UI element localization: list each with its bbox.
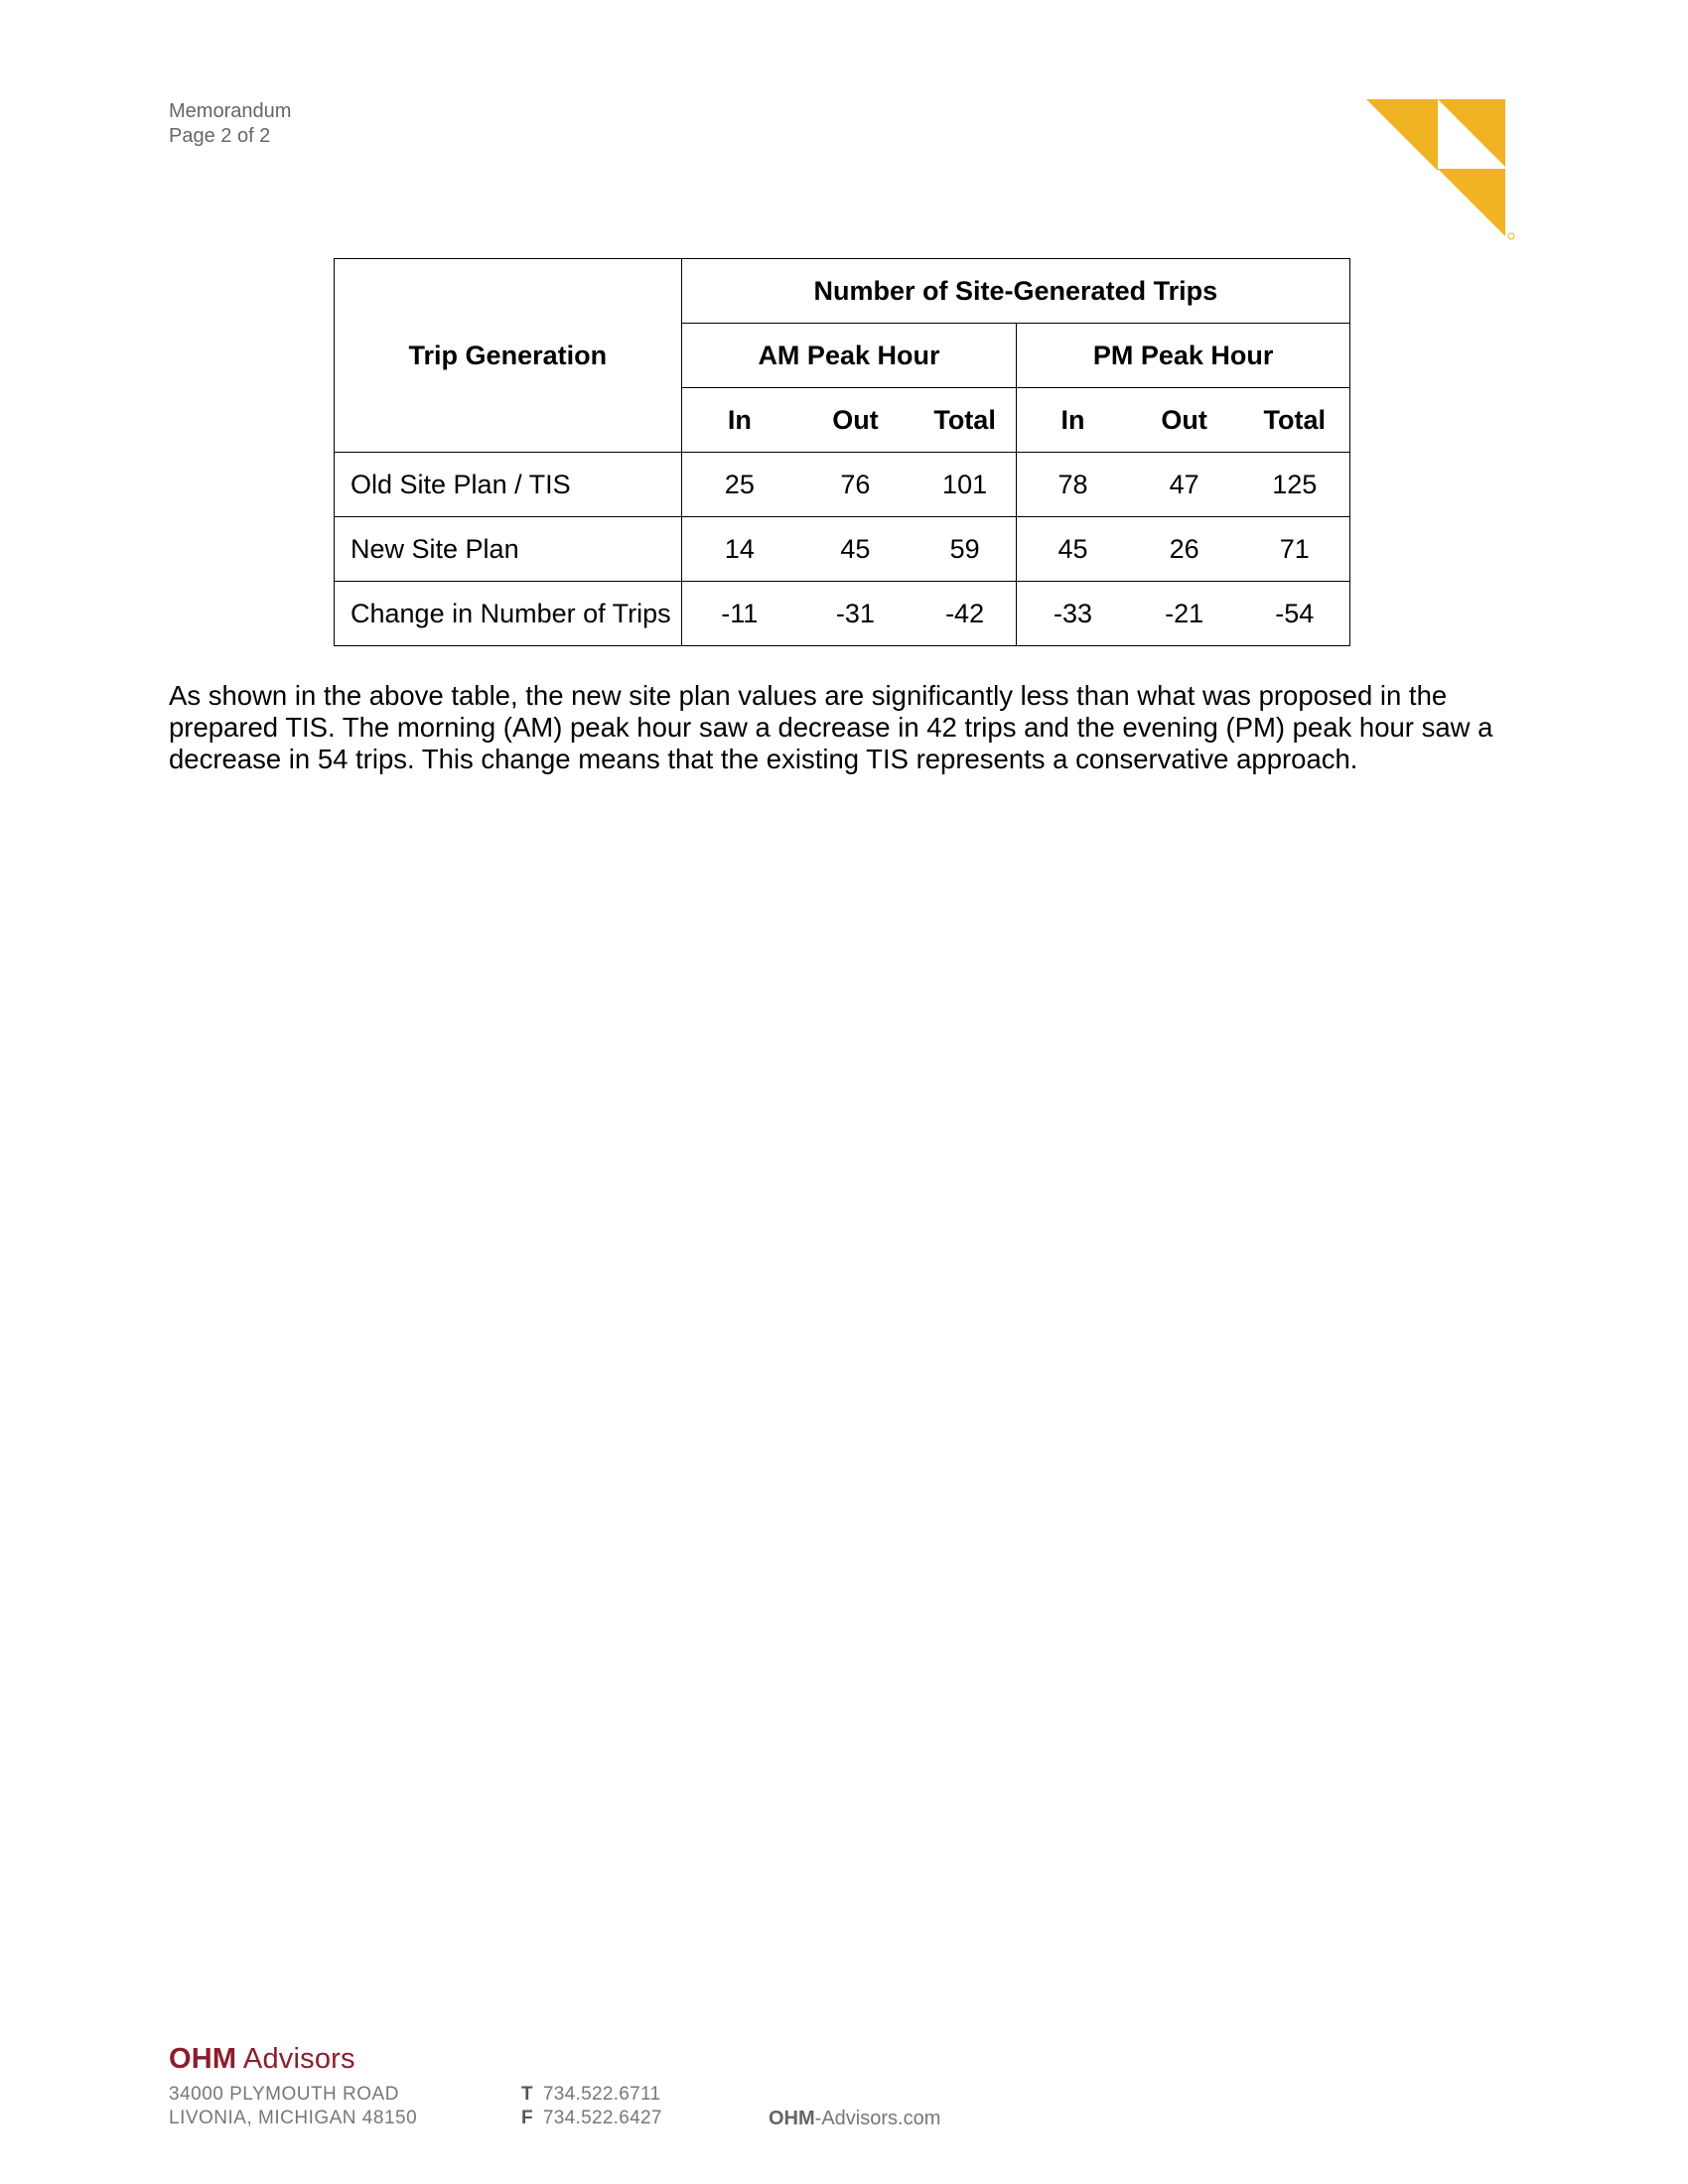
table-cell: -54 (1240, 582, 1350, 646)
table-cell: -42 (914, 582, 1017, 646)
doc-type: Memorandum (169, 100, 292, 122)
col-header-pm-out: Out (1129, 388, 1240, 453)
row-header: Trip Generation (335, 259, 682, 453)
summary-paragraph: As shown in the above table, the new site plan values are significantly less than what was proposed in the prepared TIS. The morning (AM) peak hour saw a decrease in 42 trips and the evening (PM) peak hour saw a decrease in 54 trips. This change means that the existing TIS represents a conservative approach. (169, 680, 1493, 774)
fax-number: 734.522.6427 (542, 2108, 662, 2128)
pm-peak-header: PM Peak Hour (1017, 324, 1350, 388)
phone-label: T (521, 2084, 533, 2105)
row-label: Change in Number of Trips (335, 582, 682, 646)
am-peak-header: AM Peak Hour (681, 324, 1017, 388)
fax-label: F (521, 2108, 533, 2128)
table-row (335, 582, 1350, 646)
col-header-am-out: Out (797, 388, 914, 453)
trip-generation-table (334, 258, 1350, 646)
col-header-am-total: Total (914, 388, 1017, 453)
page-number: Page 2 of 2 (169, 125, 271, 147)
page-footer (169, 2043, 1360, 2142)
row-label: Old Site Plan / TIS (335, 453, 682, 517)
brand-wordmark (169, 2043, 1360, 2076)
brand-rest: Advisors (236, 2043, 355, 2075)
col-header-pm-in: In (1017, 388, 1129, 453)
website-rest: -Advisors.com (814, 2108, 941, 2129)
logo-triangle-left (1366, 99, 1438, 171)
table-cell: 45 (1017, 517, 1129, 582)
table-cell: 125 (1240, 453, 1350, 517)
col-header-pm-total: Total (1240, 388, 1350, 453)
website-link[interactable] (769, 2108, 940, 2130)
logo-triangle-right (1438, 99, 1505, 167)
table-row (335, 517, 1350, 582)
memo-header (169, 99, 291, 149)
phone-number: 734.522.6711 (542, 2084, 661, 2105)
table-cell: 78 (1017, 453, 1129, 517)
company-logo (1366, 99, 1525, 240)
website-bold: OHM (769, 2108, 815, 2129)
table-cell: -11 (681, 582, 797, 646)
table-cell: 25 (681, 453, 797, 517)
logo-triangle-bottom (1438, 169, 1505, 236)
table-cell: 71 (1240, 517, 1350, 582)
table-cell: 14 (681, 517, 797, 582)
company-address (169, 2083, 417, 2130)
address-line-1: 34000 PLYMOUTH ROAD (169, 2084, 399, 2105)
table-row (335, 453, 1350, 517)
table-cell: -21 (1129, 582, 1240, 646)
table-cell: -33 (1017, 582, 1129, 646)
table-cell: -31 (797, 582, 914, 646)
table-cell: 26 (1129, 517, 1240, 582)
table-cell: 45 (797, 517, 914, 582)
contact-numbers (521, 2083, 662, 2130)
table-cell: 76 (797, 453, 914, 517)
address-line-2: LIVONIA, MICHIGAN 48150 (169, 2108, 418, 2128)
table-cell: 47 (1129, 453, 1240, 517)
group-header: Number of Site-Generated Trips (681, 259, 1349, 324)
registered-mark (1508, 233, 1514, 239)
brand-bold: OHM (169, 2043, 237, 2075)
col-header-am-in: In (681, 388, 797, 453)
table-cell: 59 (914, 517, 1017, 582)
row-label: New Site Plan (335, 517, 682, 582)
table-cell: 101 (914, 453, 1017, 517)
